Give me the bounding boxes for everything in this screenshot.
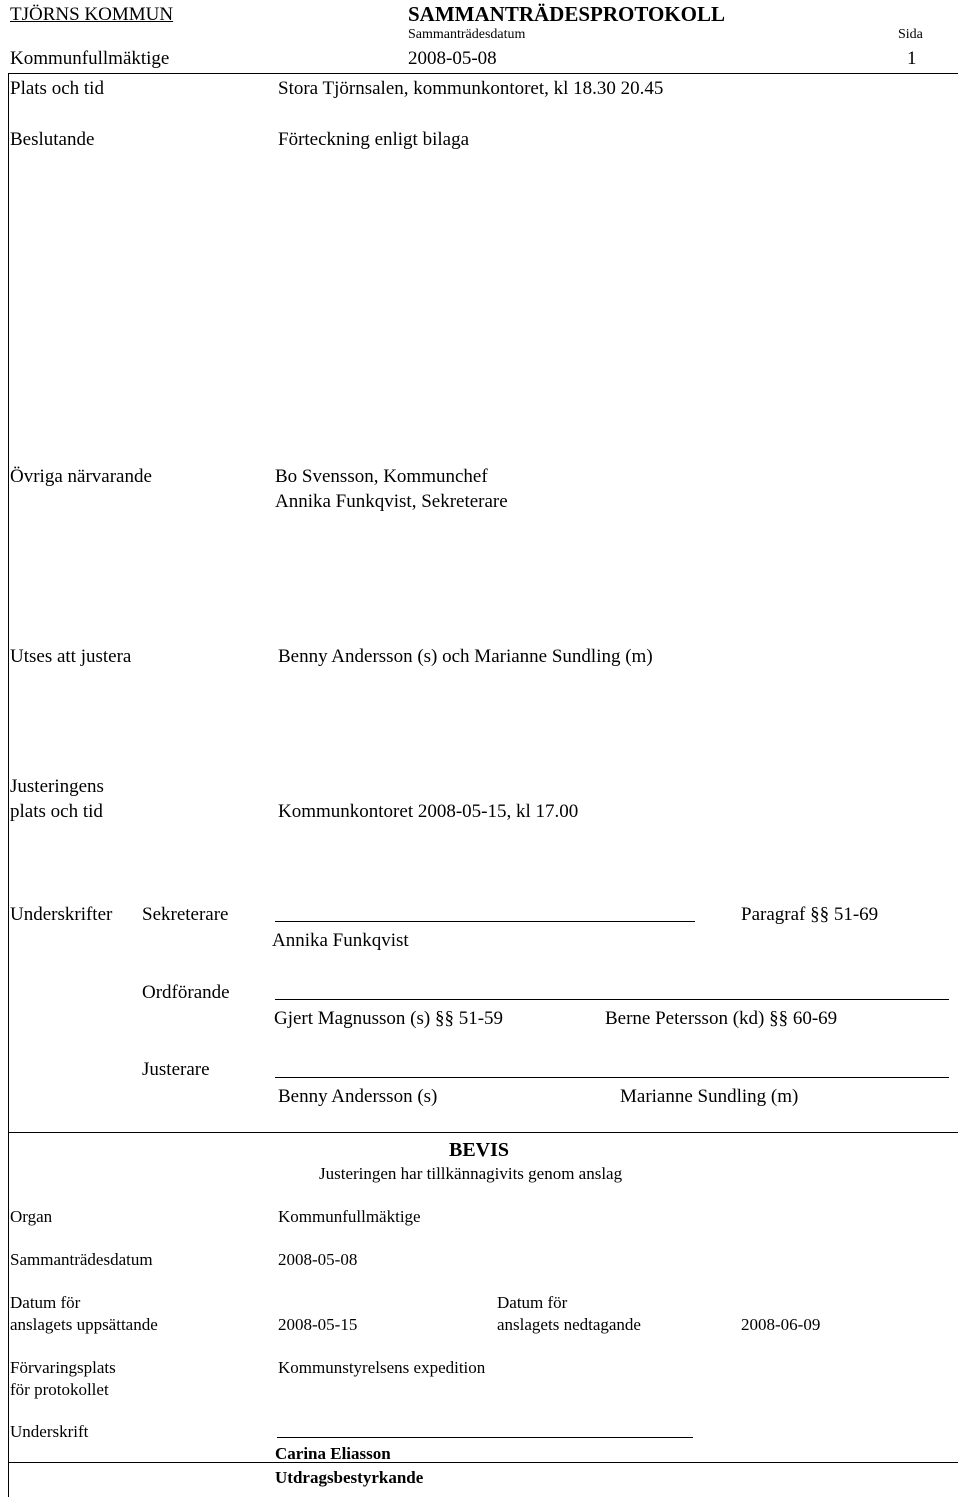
secretary-name: Annika Funkqvist [272,930,409,951]
check-place-label-2: plats och tid [10,801,103,822]
secretary-signature-line [275,921,695,922]
certifier-signature-line [277,1437,693,1438]
checker-name-2: Marianne Sundling (m) [620,1086,799,1107]
signature-label: Underskrift [10,1422,89,1441]
chair-label: Ordförande [142,982,230,1003]
removal-label-1: Datum för [497,1293,568,1312]
deciders-label: Beslutande [10,129,95,150]
signatures-label: Underskrifter [10,904,113,925]
organ-value: Kommunfullmäktige [278,1207,421,1226]
others-line-1: Bo Svensson, Kommunchef [275,466,488,487]
place-value: Stora Tjörnsalen, kommunkontoret, kl 18.30 20.45 [278,78,664,99]
organ-label: Organ [10,1207,53,1226]
chair-name-1: Gjert Magnusson (s) §§ 51-59 [274,1008,504,1029]
chair-signature-line [275,999,949,1000]
check-place-value: Kommunkontoret 2008-05-15, kl 17.00 [278,801,579,822]
date-label: Sammanträdesdatum [408,27,526,42]
left-margin-line [8,73,9,1497]
bevis-subtitle: Justeringen har tillkännagivits genom anslag [319,1164,623,1183]
storage-label-1: Förvaringsplats [10,1358,116,1377]
checker-signature-line [275,1077,949,1078]
header-divider [8,73,958,74]
signer-role: Utdragsbestyrkande [275,1468,424,1487]
paragraph-range: Paragraf §§ 51-69 [741,904,879,925]
chair-name-2: Berne Petersson (kd) §§ 60-69 [605,1008,838,1029]
removal-value: 2008-06-09 [741,1315,821,1334]
storage-value: Kommunstyrelsens expedition [278,1358,486,1377]
storage-label-2: för protokollet [10,1380,109,1399]
place-label: Plats och tid [10,78,104,99]
deciders-value: Förteckning enligt bilaga [278,129,470,150]
page-label: Sida [898,27,923,42]
posting-label-1: Datum för [10,1293,81,1312]
posting-value: 2008-05-15 [278,1315,358,1334]
body-name: Kommunfullmäktige [10,48,170,69]
checkers-value: Benny Andersson (s) och Marianne Sundling (m) [278,646,653,667]
checker-name-1: Benny Andersson (s) [278,1086,438,1107]
meeting-date: 2008-05-08 [408,48,497,69]
removal-label-2: anslagets nedtagande [497,1315,641,1334]
checker-label: Justerare [142,1059,210,1080]
municipality-name: TJÖRNS KOMMUN [10,4,174,25]
bevis-date-value: 2008-05-08 [278,1250,358,1269]
checkers-label: Utses att justera [10,646,132,667]
others-line-2: Annika Funkqvist, Sekreterare [275,491,508,512]
document-title: SAMMANTRÄDESPROTOKOLL [408,2,725,26]
posting-label-2: anslagets uppsättande [10,1315,158,1334]
bottom-divider [8,1462,958,1463]
bevis-title: BEVIS [449,1139,510,1161]
bevis-date-label: Sammanträdesdatum [10,1250,153,1269]
check-place-label-1: Justeringens [10,776,104,797]
bevis-divider [8,1132,958,1133]
signer-name: Carina Eliasson [275,1444,391,1463]
secretary-label: Sekreterare [142,904,229,925]
page-number: 1 [907,48,917,69]
others-label: Övriga närvarande [10,466,152,487]
